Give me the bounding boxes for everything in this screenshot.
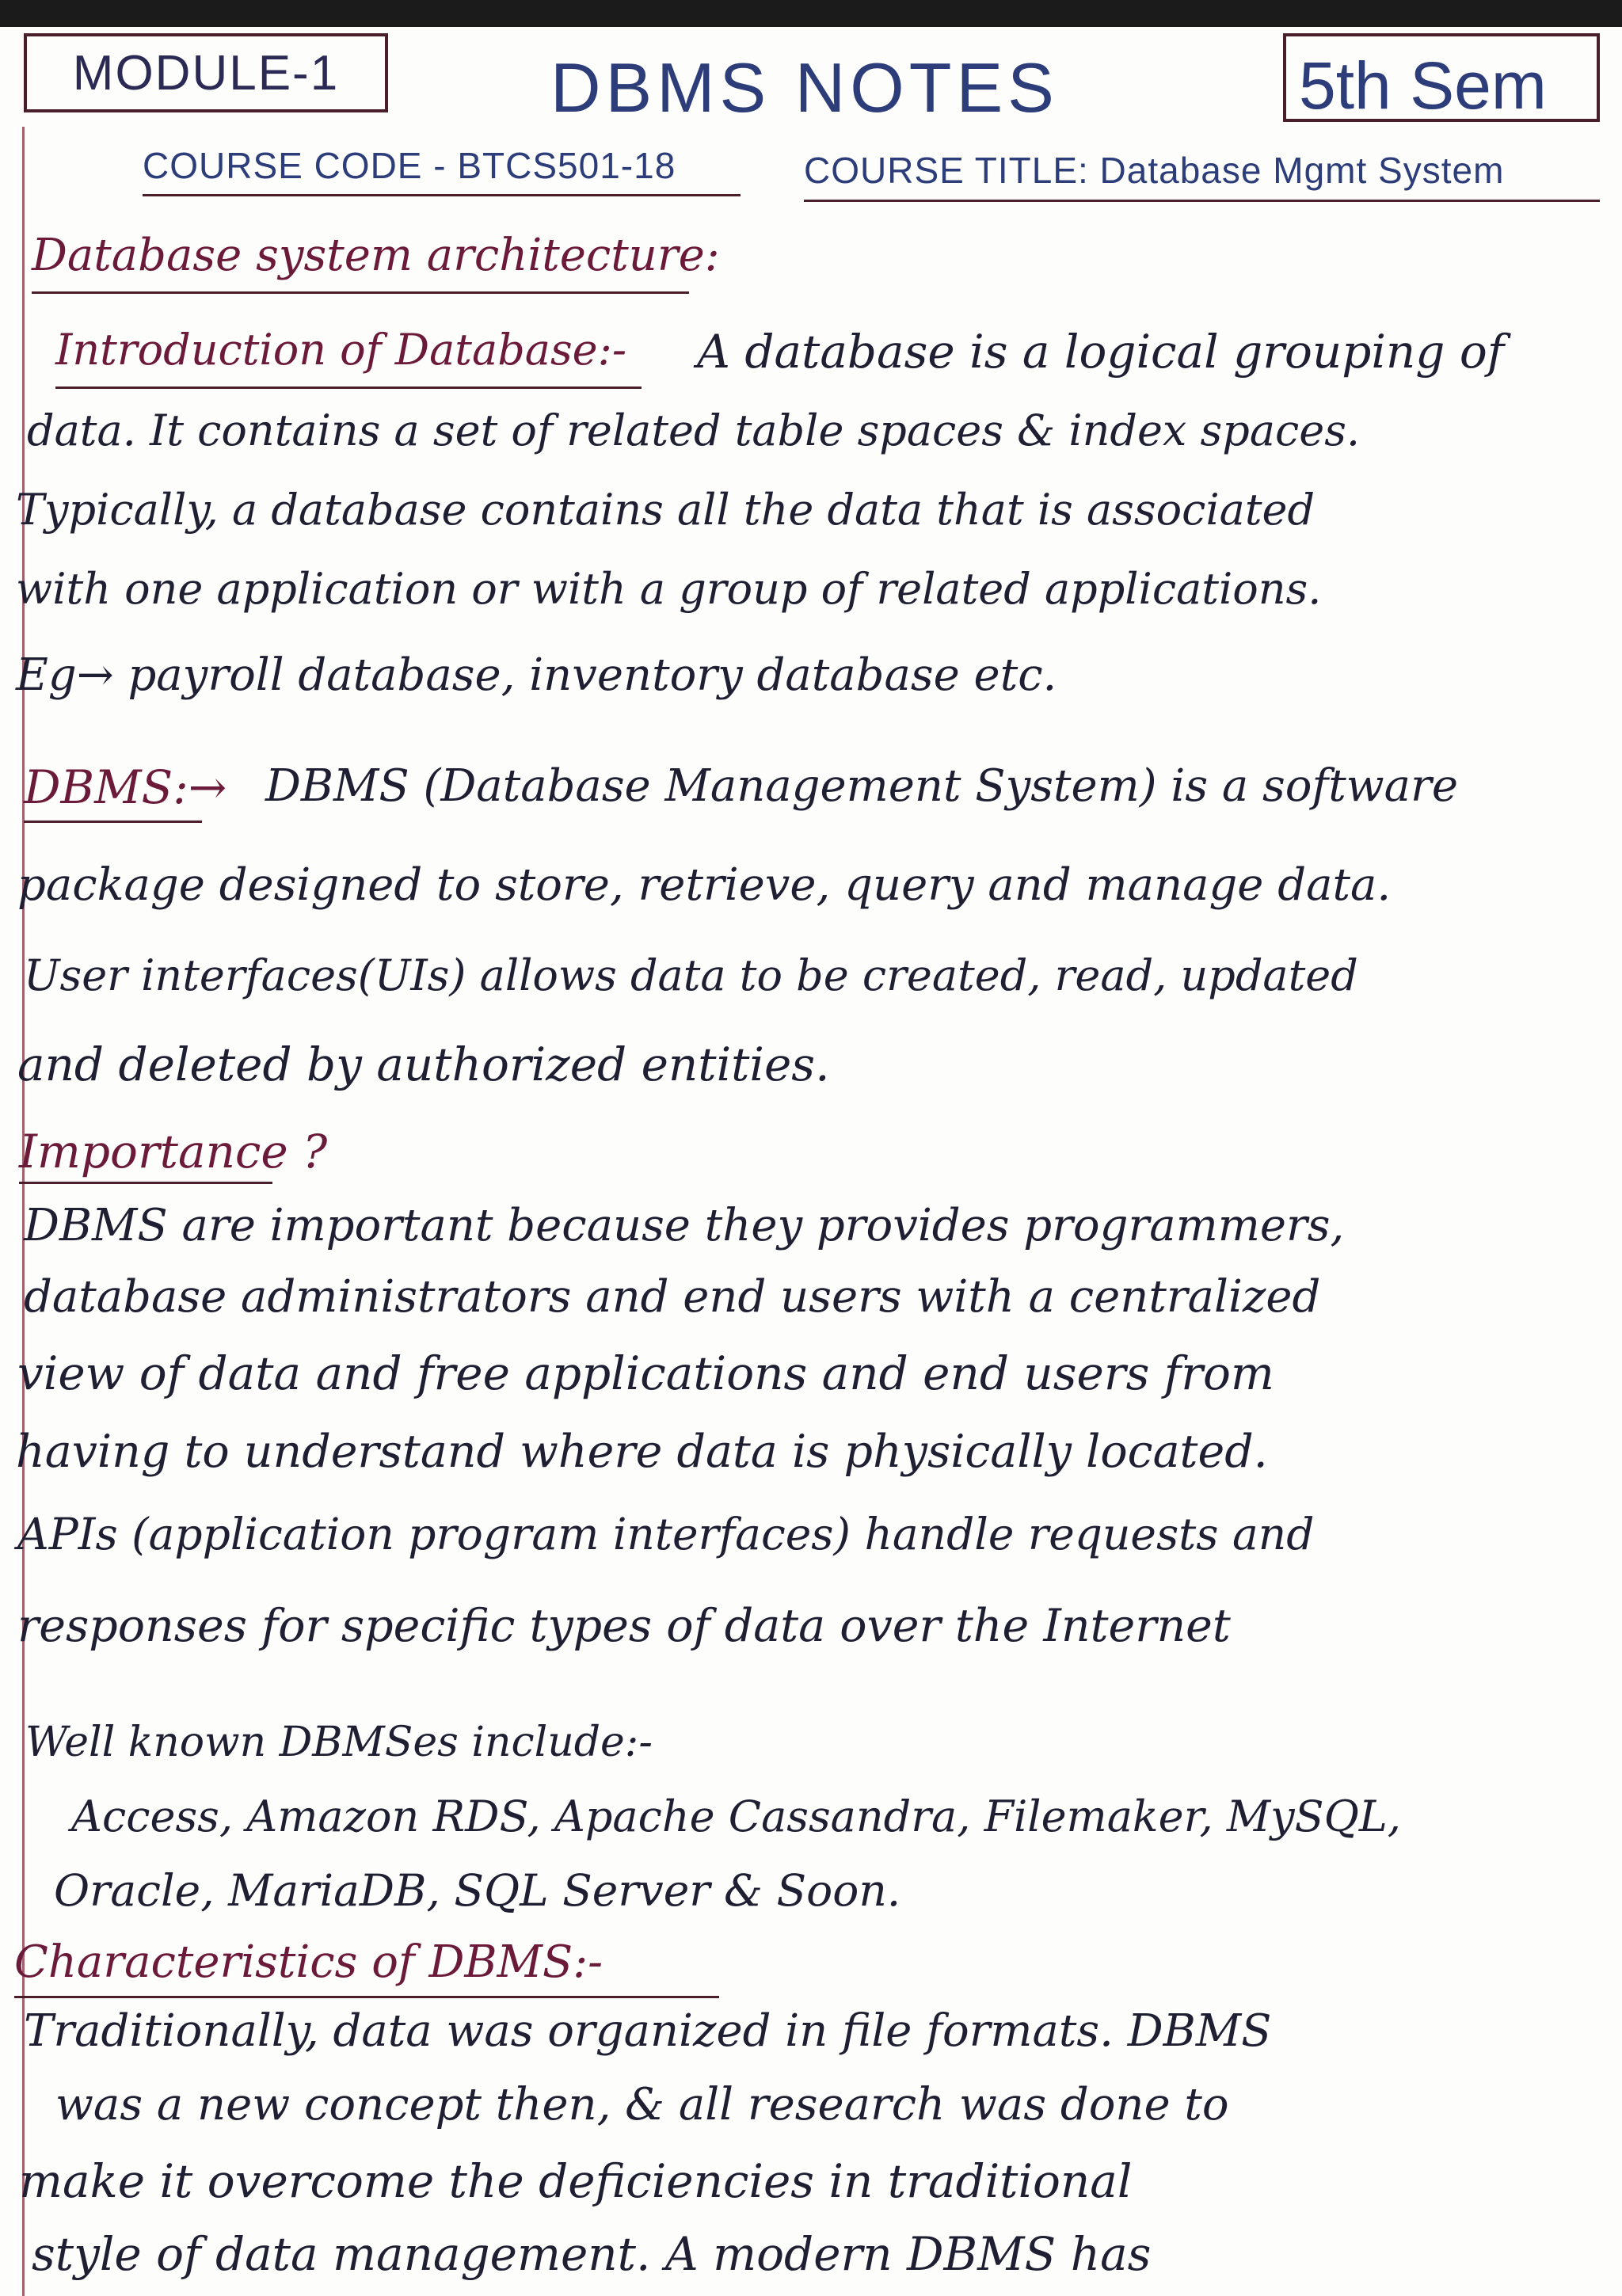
importance-line: DBMS are important because they provides programmers, bbox=[24, 1200, 1345, 1251]
module-label-box bbox=[24, 33, 388, 112]
dbms-heading: DBMS:→ bbox=[24, 760, 227, 814]
intro-line: A database is a logical grouping of bbox=[697, 325, 1505, 379]
known-line: Access, Amazon RDS, Apache Cassandra, Filemaker, MySQL, bbox=[71, 1791, 1401, 1841]
characteristics-heading: Characteristics of DBMS:- bbox=[14, 1936, 603, 1988]
course-code: COURSE CODE - BTCS501-18 bbox=[143, 145, 676, 186]
dbms-line: package designed to store, retrieve, query and manage data. bbox=[17, 859, 1392, 911]
intro-line: data. It contains a set of related table spaces & index spaces. bbox=[27, 406, 1361, 455]
course-code-underline bbox=[143, 194, 741, 196]
page-top-edge bbox=[0, 0, 1622, 27]
intro-heading-underline bbox=[55, 386, 642, 389]
course-title: COURSE TITLE: Database Mgmt System bbox=[804, 150, 1505, 191]
dbms-line: DBMS (Database Management System) is a software bbox=[265, 760, 1458, 812]
importance-heading: Importance ? bbox=[19, 1125, 328, 1178]
importance-line: APIs (application program interfaces) handle requests and bbox=[17, 1509, 1315, 1559]
characteristics-heading-underline bbox=[14, 1996, 719, 1998]
dbms-heading-underline bbox=[24, 821, 202, 823]
page-title: DBMS NOTES bbox=[550, 48, 1059, 127]
known-line: Oracle, MariaDB, SQL Server & Soon. bbox=[54, 1865, 901, 1916]
importance-heading-underline bbox=[19, 1182, 272, 1184]
intro-heading: Introduction of Database:- bbox=[55, 325, 627, 375]
characteristics-line: make it overcome the deficiencies in traditional bbox=[19, 2154, 1133, 2208]
importance-line: database administrators and end users with a centralized bbox=[24, 1271, 1321, 1323]
semester-label: 5th Sem bbox=[1299, 48, 1547, 123]
importance-line: view of data and free applications and end users from bbox=[17, 1346, 1274, 1400]
intro-line: Typically, a database contains all the data that is associated bbox=[16, 485, 1315, 535]
intro-line: Eg→ payroll database, inventory database etc. bbox=[16, 649, 1057, 701]
dbms-line: and deleted by authorized entities. bbox=[17, 1038, 830, 1091]
course-title-underline bbox=[804, 200, 1600, 202]
section-heading: Database system architecture: bbox=[32, 230, 720, 281]
characteristics-line: style of data management. A modern DBMS has bbox=[32, 2227, 1152, 2281]
characteristics-line: was a new concept then, & all research was done to bbox=[55, 2079, 1229, 2130]
intro-line: with one application or with a group of related applications. bbox=[16, 564, 1322, 614]
importance-line: having to understand where data is physically located. bbox=[16, 1426, 1268, 1478]
module-label: MODULE-1 bbox=[72, 45, 340, 101]
known-line: Well known DBMSes include:- bbox=[25, 1719, 653, 1766]
importance-line: responses for specific types of data over the Internet bbox=[17, 1600, 1231, 1652]
section-heading-underline bbox=[32, 291, 689, 294]
dbms-line: User interfaces(UIs) allows data to be created, read, updated bbox=[24, 950, 1358, 1000]
characteristics-line: Traditionally, data was organized in file formats. DBMS bbox=[24, 2005, 1272, 2057]
